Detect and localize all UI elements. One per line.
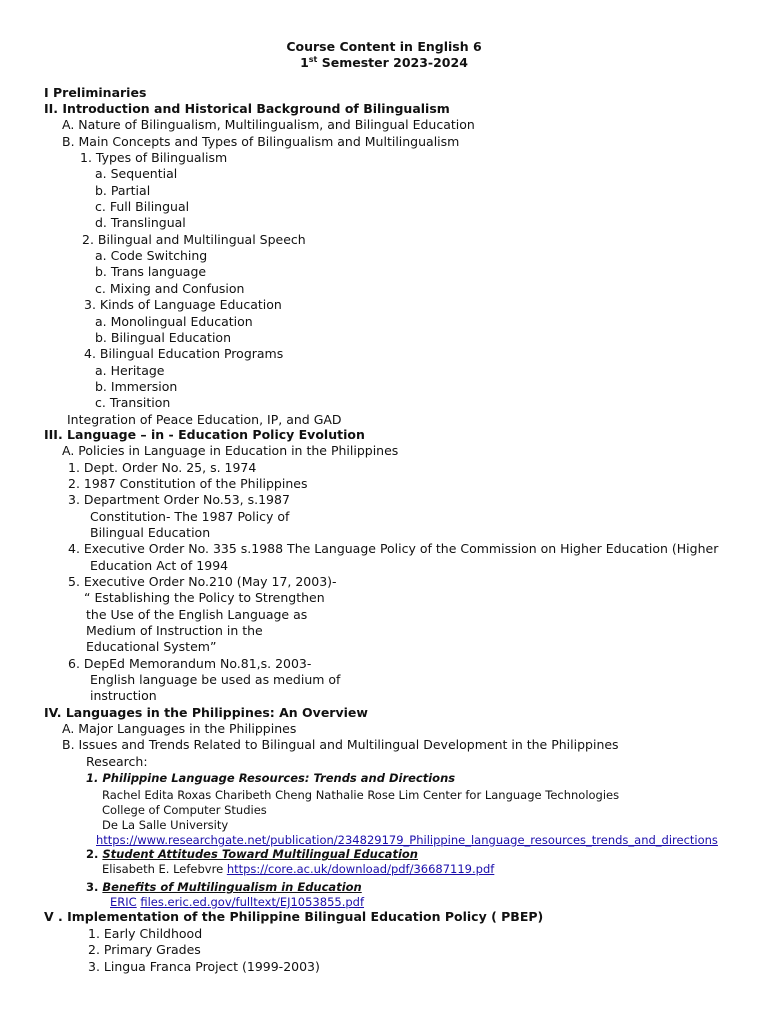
section-preliminaries: I Preliminaries: [44, 85, 147, 100]
outline-item: b. Immersion: [95, 379, 178, 394]
outline-item: Education Act of 1994: [90, 558, 229, 573]
research-title: Student Attitudes Toward Multilingual Education: [102, 847, 418, 861]
outline-item: A. Major Languages in the Philippines: [62, 721, 297, 736]
research-entry: [86, 879, 362, 895]
research-link-url[interactable]: files.eric.ed.gov/fulltext/EJ1053855.pdf: [140, 895, 365, 909]
outline-item: 2. Bilingual and Multilingual Speech: [82, 232, 306, 247]
section-language-policy: III. Language – in - Education Policy Evolution: [44, 427, 365, 442]
outline-item: Integration of Peace Education, IP, and GAD: [67, 412, 342, 427]
outline-item: a. Monolingual Education: [95, 314, 253, 329]
outline-item: 2. 1987 Constitution of the Philippines: [68, 476, 308, 491]
outline-item: Constitution- The 1987 Policy of: [90, 509, 290, 524]
research-title: Benefits of Multilingualism in Education: [102, 880, 362, 894]
research-number: 2.: [86, 847, 103, 861]
outline-item: instruction: [90, 688, 157, 703]
semester-number: 1: [300, 55, 309, 70]
outline-item: c. Mixing and Confusion: [95, 281, 245, 296]
outline-item: 5. Executive Order No.210 (May 17, 2003)-: [68, 574, 337, 589]
outline-item: 1. Early Childhood: [88, 926, 203, 941]
outline-item: 2. Primary Grades: [88, 942, 201, 957]
research-label: Research:: [86, 754, 148, 769]
research-entry: [86, 846, 418, 862]
outline-item: 3. Lingua Franca Project (1999-2003): [88, 959, 320, 974]
outline-item: b. Bilingual Education: [95, 330, 231, 345]
outline-item: 4. Bilingual Education Programs: [84, 346, 284, 361]
outline-item: 6. DepEd Memorandum No.81,s. 2003-: [68, 656, 312, 671]
outline-item: Bilingual Education: [90, 525, 211, 540]
outline-item: d. Translingual: [95, 215, 186, 230]
section-languages-overview: [44, 705, 368, 721]
section-introduction: II. Introduction and Historical Background of Bilingualism: [44, 101, 450, 116]
semester-text: Semester 2023-2024: [317, 55, 468, 70]
outline-item: b. Trans language: [95, 264, 207, 279]
section-number: IV.: [44, 705, 62, 720]
research-source: [110, 894, 364, 910]
outline-item: a. Code Switching: [95, 248, 208, 263]
outline-item: b. Partial: [95, 183, 151, 198]
research-author: Elisabeth E. Lefebvre: [102, 862, 227, 876]
outline-item: the Use of the English Language as: [86, 607, 308, 622]
research-number: 3.: [86, 880, 103, 894]
research-source: [102, 861, 494, 877]
outline-item: 3. Department Order No.53, s.1987: [68, 492, 290, 507]
research-title: 1. Philippine Language Resources: Trends and Directions: [86, 771, 456, 785]
research-link-url[interactable]: https://www.researchgate.net/publication/234829179_Philippine_language_resources_trends_and_directions: [96, 833, 718, 847]
research-affiliation: College of Computer Studies: [102, 803, 267, 817]
outline-item: B. Issues and Trends Related to Bilingual and Multilingual Development in the Philippines: [62, 737, 619, 752]
outline-item: c. Full Bilingual: [95, 199, 190, 214]
section-title: Languages in the Philippines: An Overview: [61, 705, 368, 720]
outline-item: B. Main Concepts and Types of Bilingualism and Multilingualism: [62, 134, 460, 149]
course-title: Course Content in English 6: [286, 39, 482, 54]
outline-item: English language be used as medium of: [90, 672, 341, 687]
outline-item: a. Heritage: [95, 363, 165, 378]
outline-item: “ Establishing the Policy to Strengthen: [84, 590, 325, 605]
outline-item: A. Nature of Bilingualism, Multilingualism, and Bilingual Education: [62, 117, 475, 132]
outline-item: A. Policies in Language in Education in the Philippines: [62, 443, 399, 458]
section-implementation: V . Implementation of the Philippine Bilingual Education Policy ( PBEP): [44, 909, 544, 924]
outline-item: 3. Kinds of Language Education: [84, 297, 282, 312]
research-affiliation: De La Salle University: [102, 818, 229, 832]
outline-item: c. Transition: [95, 395, 171, 410]
outline-item: 4. Executive Order No. 335 s.1988 The Language Policy of the Commission on Higher Education (Higher: [68, 541, 719, 556]
research-authors: Rachel Edita Roxas Charibeth Cheng Nathalie Rose Lim Center for Language Technologies: [102, 788, 620, 802]
outline-item: a. Sequential: [95, 166, 178, 181]
research-source-link[interactable]: ERIC: [110, 895, 137, 909]
semester-line: [0, 55, 768, 71]
research-link-url[interactable]: https://core.ac.uk/download/pdf/36687119.pdf: [226, 862, 495, 876]
outline-item: Educational System”: [86, 639, 217, 654]
outline-item: Medium of Instruction in the: [86, 623, 263, 638]
outline-item: 1. Types of Bilingualism: [80, 150, 228, 165]
outline-item: 1. Dept. Order No. 25, s. 1974: [68, 460, 257, 475]
semester-superscript: st: [308, 54, 318, 64]
